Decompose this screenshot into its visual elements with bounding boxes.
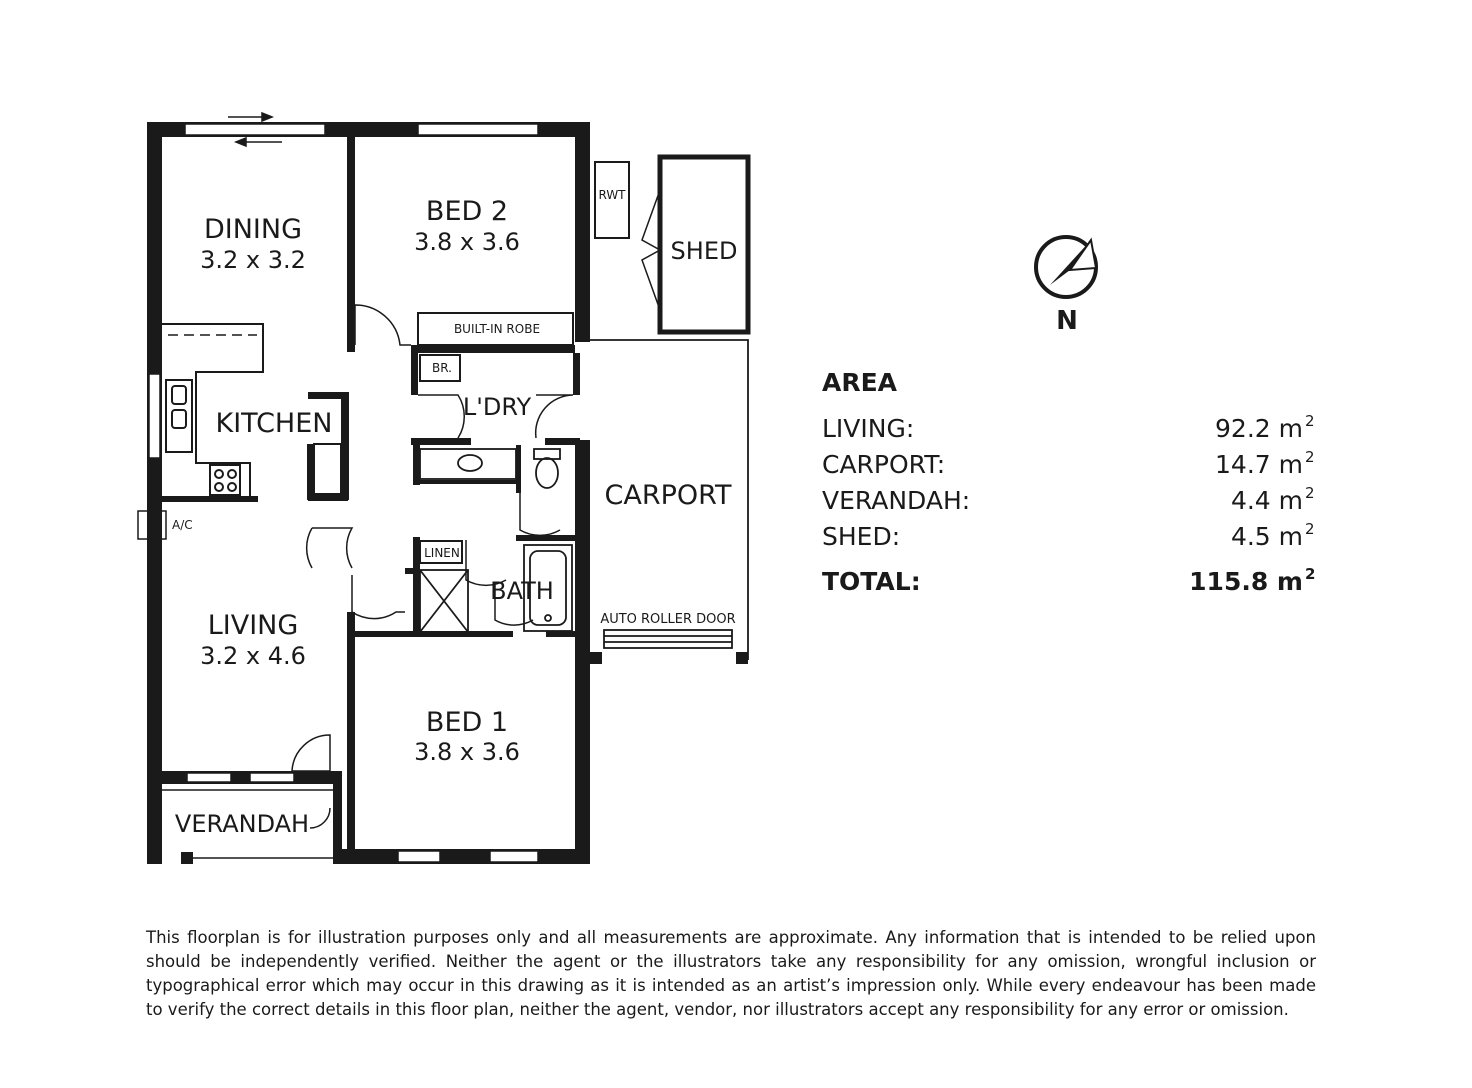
area-unit-sup: 2: [1305, 484, 1315, 502]
area-row-value: 14.7 m: [1215, 450, 1303, 479]
disclaimer-text: This floorplan is for illustration purposes only and all measurements are approximate. Any information that is intended to be relied upon should be independently verified. Neither the agent or the illustrators take any responsibility for any omission, wrongful inclusion or typographical error which may occur in this drawing as it is intended as an artist’s impression only. While every endeavour has been made to verify the correct details in this floor plan, neither the agent, vendor, nor illustrators accept any responsibility for any error or omission.: [146, 928, 1316, 1019]
verandah-label: VERANDAH: [174, 810, 310, 838]
bed1-dims: 3.8 x 3.6: [414, 738, 520, 766]
area-row-value: 4.4 m: [1230, 486, 1303, 515]
area-row-value: 4.5 m: [1230, 522, 1303, 551]
area-unit-sup: 2: [1305, 412, 1315, 430]
shed-label: SHED: [670, 237, 738, 265]
kitchen-label: KITCHEN: [215, 408, 333, 439]
area-unit-sup: 2: [1305, 520, 1315, 538]
carport-posts: [590, 652, 748, 664]
area-unit-sup: 2: [1305, 448, 1315, 466]
area-row-label: VERANDAH:: [822, 486, 971, 515]
area-title: AREA: [822, 368, 898, 397]
broom-label: BR.: [432, 361, 452, 375]
area-total-value: 115.8 m: [1189, 567, 1303, 596]
rwt-label: RWT: [598, 188, 626, 202]
area-table: [822, 368, 1315, 596]
living-label: LIVING: [207, 610, 299, 641]
dining-dims: 3.2 x 3.2: [200, 246, 306, 274]
living-dims: 3.2 x 4.6: [200, 642, 306, 670]
laundry-label: L'DRY: [462, 393, 532, 421]
area-row-value: 92.2 m: [1215, 414, 1303, 443]
carport-label: CARPORT: [604, 480, 732, 511]
built-in-robe-label: BUILT-IN ROBE: [453, 322, 541, 336]
area-unit-sup: 2: [1305, 565, 1316, 583]
ac-label: A/C: [172, 518, 193, 532]
linen-label: LINEN: [424, 546, 460, 560]
dining-label: DINING: [203, 214, 303, 245]
auto-roller-door-label: AUTO ROLLER DOOR: [600, 612, 736, 627]
bed2-label: BED 2: [425, 196, 509, 227]
area-row-label: SHED:: [822, 522, 901, 551]
bed2-dims: 3.8 x 3.6: [414, 228, 520, 256]
area-total-label: TOTAL:: [822, 567, 921, 596]
bath-label: BATH: [490, 577, 554, 605]
north-label: N: [1056, 306, 1078, 336]
north-arrow-icon: [1036, 237, 1096, 297]
bed1-label: BED 1: [425, 707, 509, 738]
area-row-label: LIVING:: [822, 414, 915, 443]
area-row-label: CARPORT:: [822, 450, 946, 479]
